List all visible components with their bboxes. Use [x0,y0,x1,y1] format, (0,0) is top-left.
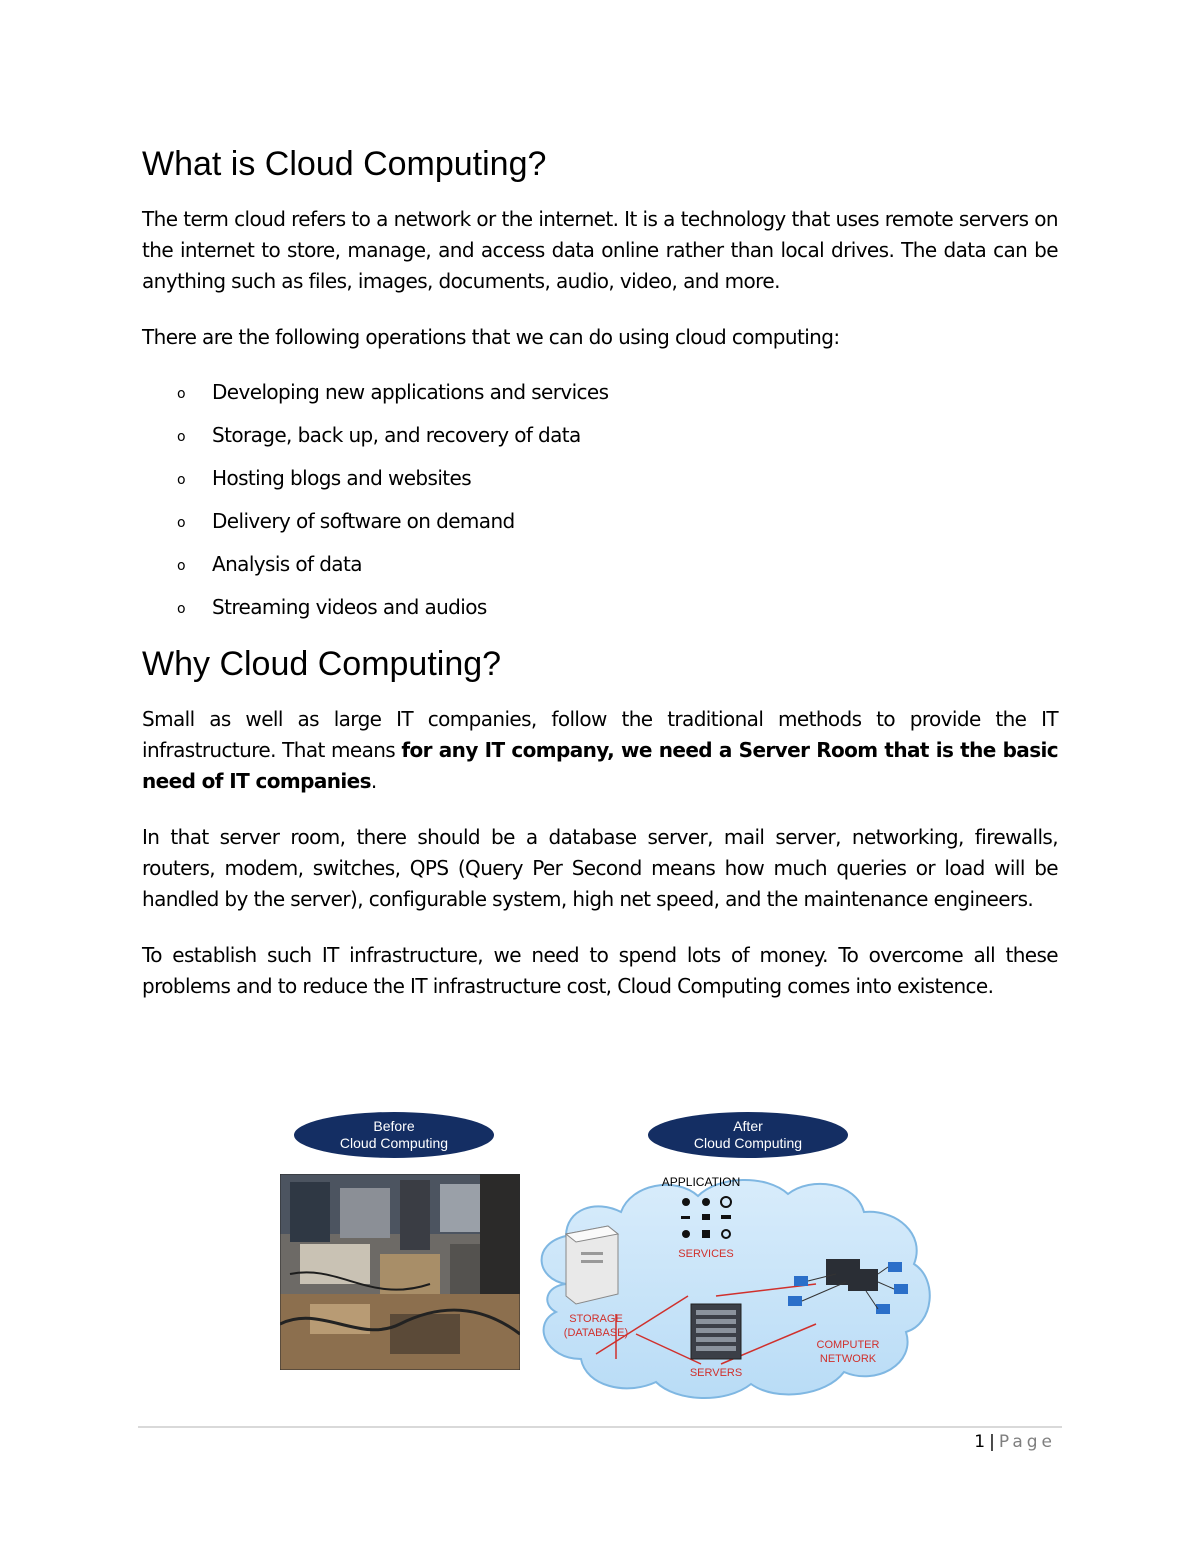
list-item: o Storage, back up, and recovery of data [142,420,1058,463]
bullet-icon: o [177,601,185,617]
servers-icon [691,1304,741,1359]
footer-separator: | [989,1432,995,1452]
heading-why-cloud: Why Cloud Computing? [142,645,502,683]
page-content [142,142,1058,1002]
bullet-icon: o [177,429,185,445]
bullet-icon: o [177,472,185,488]
list-item: o Analysis of data [142,549,1058,592]
list-item: o Delivery of software on demand [142,506,1058,549]
bullet-icon: o [177,515,185,531]
storage-icon [566,1226,618,1304]
list-item: o Developing new applications and services [142,377,1058,420]
storage-label-2: (DATABASE) [563,1327,629,1339]
network-label-1: COMPUTER [816,1339,880,1351]
cloud-diagram [526,1164,938,1404]
why-bold-text: for any IT company, we need a Server Room that is the basic need of IT companies [142,738,1059,793]
heading-what-is-cloud: What is Cloud Computing? [142,145,547,183]
list-item: o Streaming videos and audios [142,592,1058,635]
before-after-figure [278,1112,938,1412]
storage-label-1: STORAGE [569,1313,623,1325]
list-item: o Hosting blogs and websites [142,463,1058,506]
footer-divider [138,1426,1062,1428]
network-label-2: NETWORK [819,1353,877,1365]
why-paragraph-1: Small as well as large IT companies, follow the traditional methods to provide the IT infrastructure. That means for any IT company, we need a Server Room that is the basic need of IT companies. [142,707,1059,793]
bullet-icon: o [177,386,185,402]
servers-label: SERVERS [689,1367,743,1379]
after-label: After Cloud Computing [648,1112,848,1158]
operations-intro: There are the following operations that we can do using cloud computing: [142,325,840,349]
page-footer [974,1432,1056,1452]
why-paragraph-2: In that server room, there should be a database server, mail server, networking, firewalls, routers, modem, switches, QPS (Query Per Second means how much queries or load will be handled by the server), configurable system, high net speed, and the maintenance engineers. [142,825,1058,911]
application-label: APPLICATION [661,1175,741,1189]
bullet-icon: o [177,558,185,574]
operations-list [142,377,1058,635]
page-number: 1 [974,1432,986,1452]
why-paragraph-3: To establish such IT infrastructure, we need to spend lots of money. To overcome all these problems and to reduce the IT infrastructure cost, Cloud Computing comes into existence. [142,943,1058,998]
messy-server-room-photo [280,1174,520,1370]
intro-paragraph: The term cloud refers to a network or the internet. It is a technology that uses remote servers on the internet to store, manage, and access data online rather than local drives. The data can be anything such as files, images, documents, audio, video, and more. [142,207,1058,293]
before-label: Before Cloud Computing [294,1112,494,1158]
services-label: SERVICES [678,1248,734,1260]
page-label: Page [998,1432,1056,1452]
